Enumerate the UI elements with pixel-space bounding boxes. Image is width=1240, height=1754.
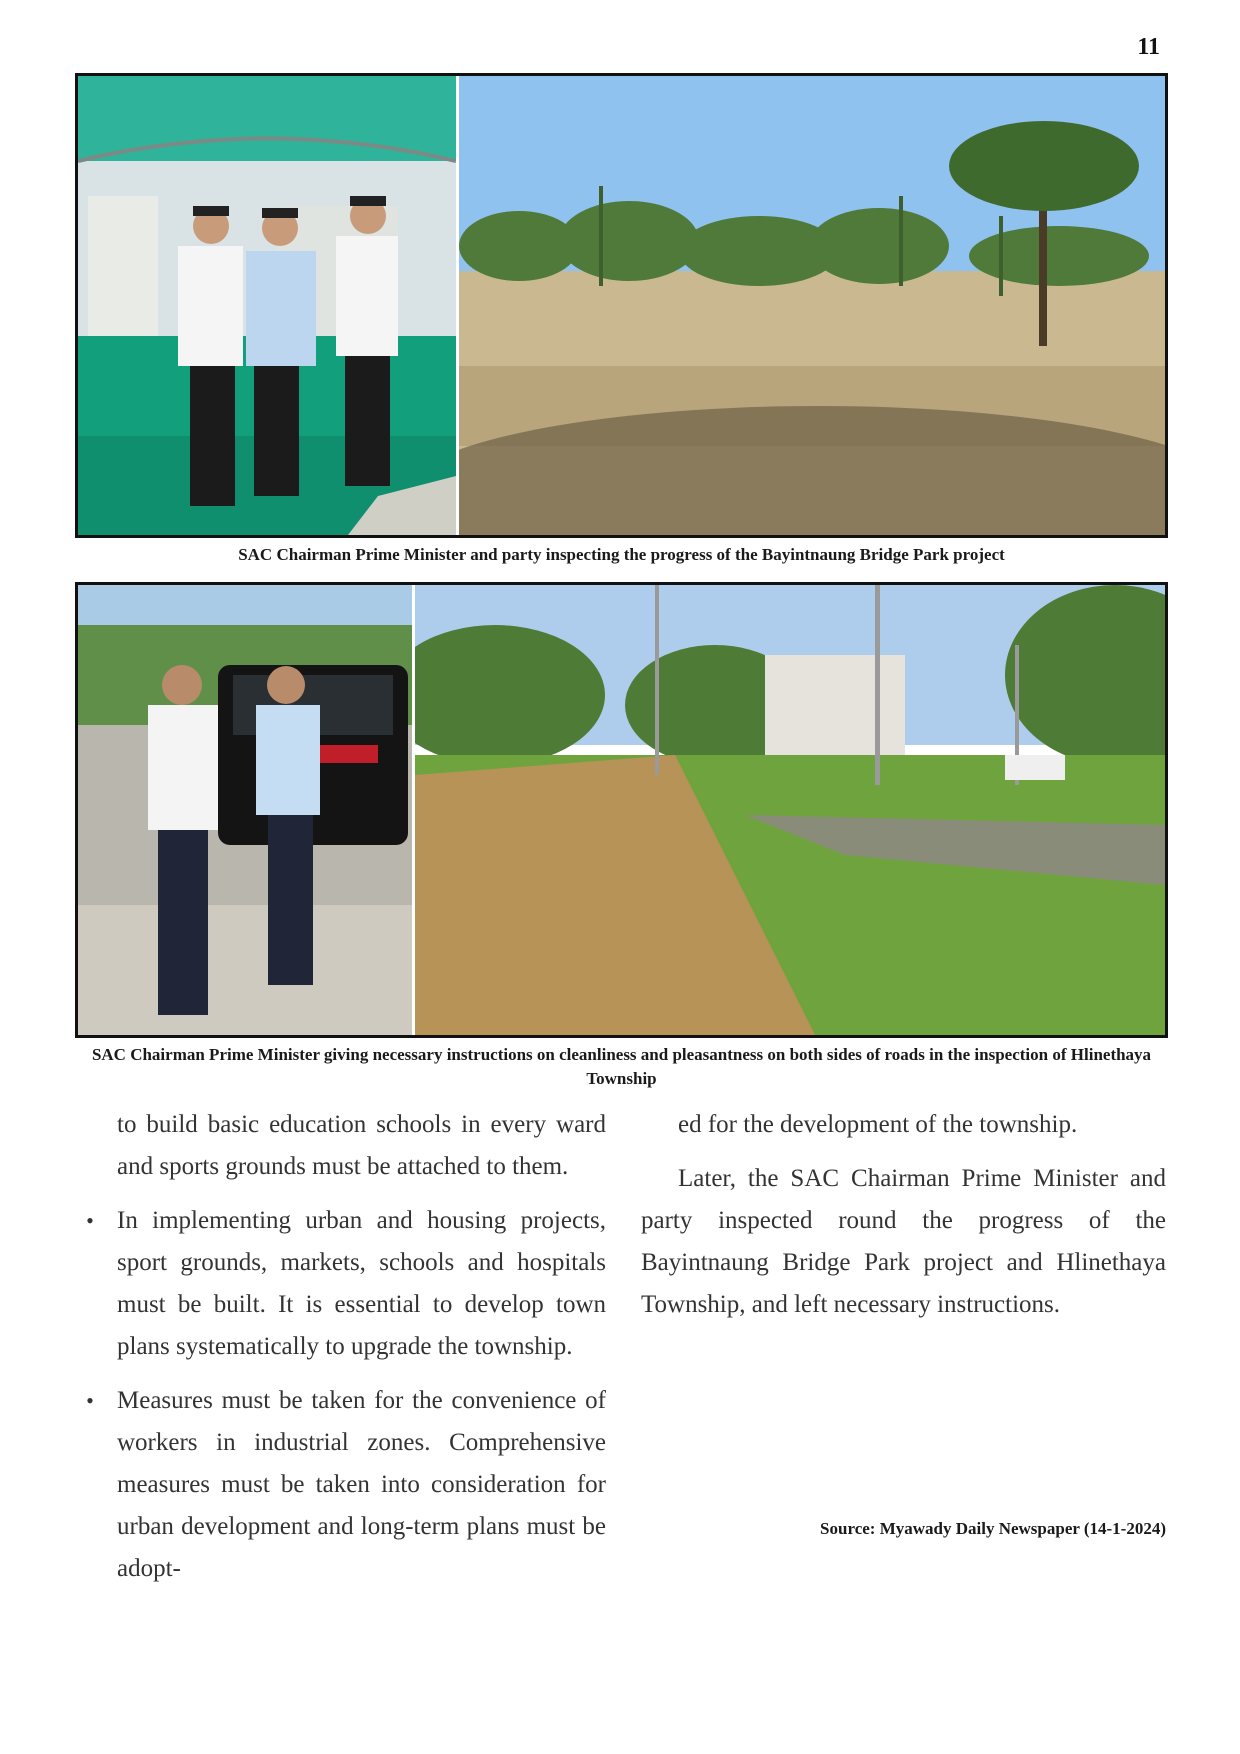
photo-row-1	[75, 73, 1168, 538]
photo-caption-2: SAC Chairman Prime Minister giving necessary instructions on cleanliness and pleasantness on both sides of roads in the inspection of Hlinethaya Township	[91, 1045, 1152, 1088]
photo-caption-1: SAC Chairman Prime Minister and party inspecting the progress of the Bayintnaung Bridge Park project	[238, 545, 1005, 564]
source-credit: Source: Myawady Daily Newspaper (14-1-2024)	[820, 1519, 1166, 1538]
page-number: 11	[1137, 34, 1160, 60]
photo-row-2	[75, 582, 1168, 1038]
article-paragraph: Later, the SAC Chairman Prime Minister and party inspected round the progress of the Bayintnaung Bridge Park project and Hlinethaya Township, and left necessary instructions.	[641, 1165, 1166, 1318]
bullet-text: In implementing urban and housing projects, sport grounds, markets, schools and hospitals must be built. It is essential to develop town plans systematically to upgrade the township.	[117, 1207, 606, 1360]
officials-by-car-photo	[78, 585, 412, 1035]
officials-under-canopy-photo	[78, 76, 456, 535]
park-field-photo	[459, 76, 1165, 535]
bullet-icon: •	[86, 1388, 94, 1413]
article-continuation-paragraph: to build basic education schools in every ward and sports grounds must be attached to them.	[117, 1111, 606, 1180]
article-left-column	[80, 1104, 606, 1602]
article-continuation-paragraph: ed for the development of the township.	[678, 1111, 1078, 1138]
bullet-item	[80, 1380, 606, 1590]
bullet-text: Measures must be taken for the convenience of workers in industrial zones. Comprehensive measures must be taken into consideration for urban development and long-term plans must be adopt-	[117, 1387, 606, 1582]
bullet-icon: •	[86, 1208, 94, 1233]
article-right-column	[641, 1104, 1166, 1338]
roadside-canal-photo	[415, 585, 1165, 1035]
bullet-item	[80, 1200, 606, 1368]
